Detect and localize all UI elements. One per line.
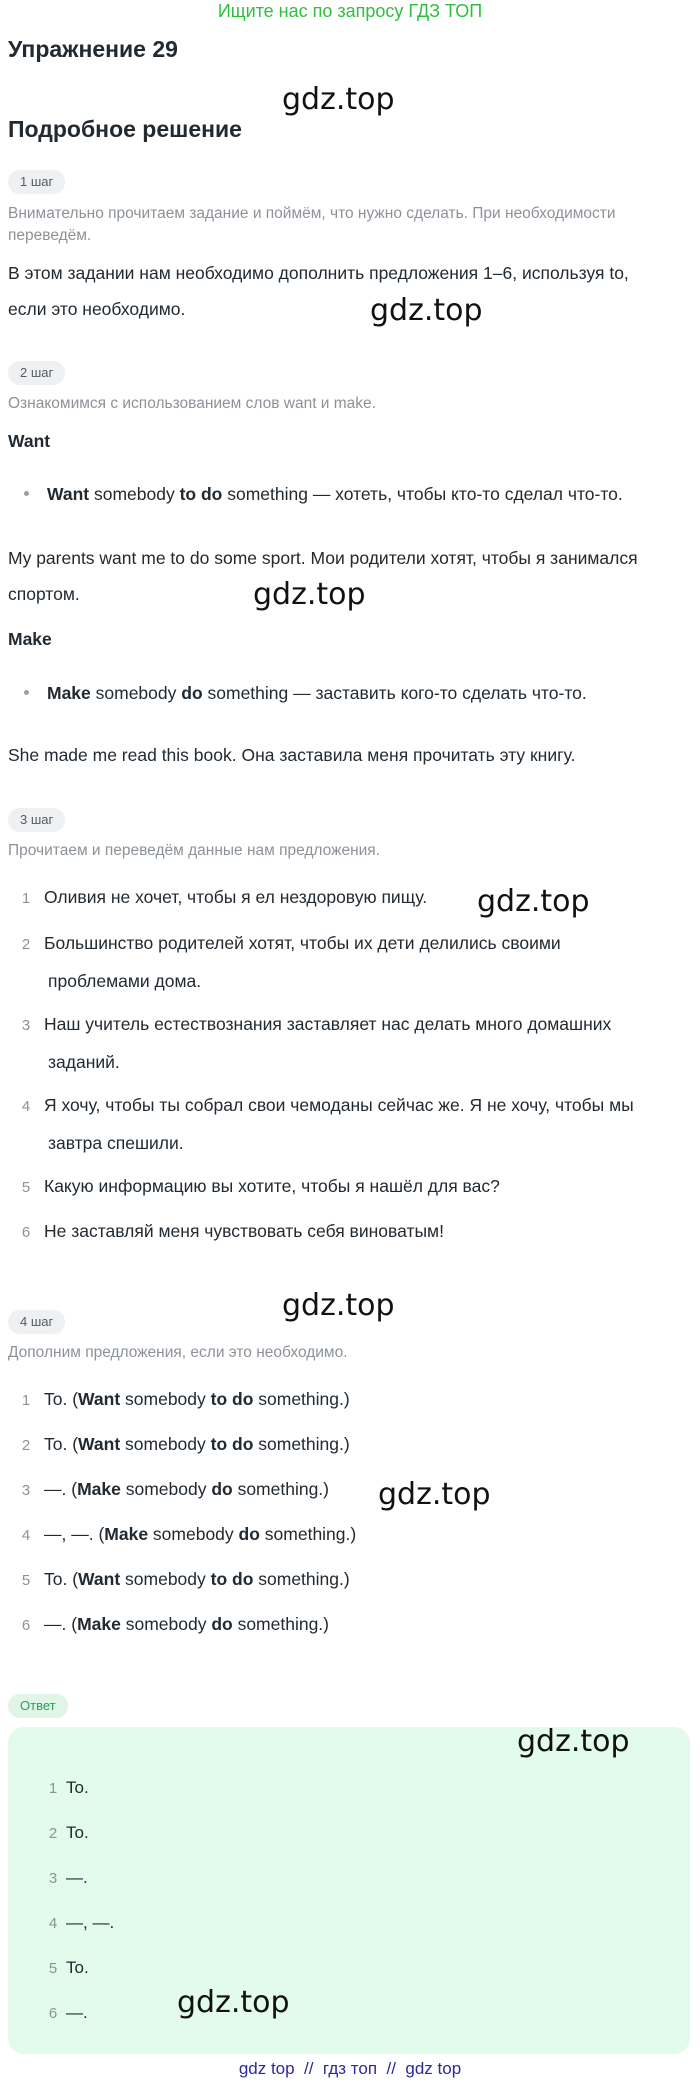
rule-keyword: to do bbox=[210, 1569, 254, 1589]
step-note: Ознакомимся с использованием слов want и make. bbox=[8, 395, 376, 412]
want-rule bbox=[24, 483, 623, 505]
watermark: gdz.top bbox=[378, 1477, 491, 1512]
step-badge: 4 шаг bbox=[8, 1310, 65, 1334]
list-item bbox=[8, 879, 427, 917]
step-note: Внимательно прочитаем задание и поймём, что нужно сделать. При необходимости bbox=[8, 205, 616, 222]
list-item bbox=[8, 1087, 634, 1161]
watermark: gdz.top bbox=[477, 884, 590, 919]
example-text: My parents want me to do some sport. Мои родители хотят, чтобы я занимался bbox=[8, 548, 638, 568]
rule-keyword: Want bbox=[78, 1569, 121, 1589]
rule-keyword: Make bbox=[47, 683, 91, 703]
example-text: She made me read this book. Она заставила меня прочитать эту книгу. bbox=[8, 745, 576, 765]
rule-keyword: Make bbox=[77, 1479, 121, 1499]
rule-keyword: to do bbox=[210, 1434, 254, 1454]
page-title: Упражнение 29 bbox=[8, 36, 178, 62]
rule-keyword: Make bbox=[104, 1524, 149, 1544]
watermark: gdz.top bbox=[370, 293, 483, 328]
make-heading: Make bbox=[8, 629, 52, 649]
list-item bbox=[8, 1213, 444, 1251]
list-item bbox=[8, 1516, 356, 1554]
watermark: gdz.top bbox=[282, 1288, 395, 1323]
rule-text: somebody bbox=[120, 1614, 212, 1634]
want-heading: Want bbox=[8, 431, 51, 451]
list-text: Наш учитель естествознания заставляет нас делать много домашних bbox=[44, 1014, 612, 1034]
watermark: gdz.top bbox=[253, 577, 366, 612]
answer-text: To. ( bbox=[44, 1389, 79, 1409]
rule-text: something.) bbox=[253, 1434, 350, 1454]
watermark: gdz.top bbox=[282, 82, 395, 117]
watermark: gdz.top bbox=[177, 1985, 290, 2020]
make-rule bbox=[24, 682, 587, 704]
rule-text: somebody bbox=[120, 1569, 211, 1589]
list-number: 2 bbox=[21, 936, 31, 953]
rule-text: something — хотеть, чтобы кто-то сделал что-то. bbox=[222, 484, 623, 504]
step-note: переведём. bbox=[8, 227, 92, 244]
list-item bbox=[8, 925, 561, 999]
list-number: 5 bbox=[21, 1572, 31, 1589]
answer-text: —. bbox=[66, 2003, 88, 2022]
rule-text: something.) bbox=[253, 1569, 350, 1589]
answer-item bbox=[40, 1822, 89, 1845]
bullet-icon bbox=[24, 690, 29, 695]
rule-keyword: do bbox=[211, 1479, 233, 1499]
answer-text: —. ( bbox=[44, 1479, 78, 1499]
rule-keyword: do bbox=[211, 1614, 233, 1634]
step-text: если это необходимо. bbox=[8, 299, 186, 319]
bullet-icon bbox=[24, 491, 29, 496]
rule-keyword: Want bbox=[78, 1434, 121, 1454]
rule-text: somebody bbox=[90, 683, 182, 703]
list-number: 1 bbox=[21, 1392, 31, 1409]
answer-item bbox=[40, 1957, 89, 1980]
rule-keyword: to do bbox=[179, 484, 223, 504]
list-item bbox=[8, 1006, 611, 1080]
answer-text: To. bbox=[66, 1958, 89, 1977]
step-note: Прочитаем и переведём данные нам предложения. bbox=[8, 842, 380, 859]
list-text: завтра спешили. bbox=[48, 1133, 184, 1153]
rule-text: somebody bbox=[89, 484, 180, 504]
answer-text: —. bbox=[66, 1868, 88, 1887]
list-number: 1 bbox=[21, 890, 31, 907]
answer-item bbox=[40, 2002, 88, 2025]
answer-item bbox=[40, 1912, 114, 1935]
list-text: Большинство родителей хотят, чтобы их дети делились своими bbox=[44, 933, 561, 953]
list-number: 4 bbox=[21, 1527, 31, 1544]
rule-keyword: do bbox=[181, 683, 203, 703]
answer-item bbox=[40, 1867, 88, 1890]
step-text: В этом задании нам необходимо дополнить предложения 1–6, используя to, bbox=[8, 263, 629, 283]
answer-text: To. bbox=[66, 1823, 89, 1842]
list-number: 5 bbox=[48, 1960, 58, 1977]
answer-text: To. bbox=[66, 1778, 89, 1797]
rule-text: something — заставить кого-то сделать что-то. bbox=[202, 683, 587, 703]
step-badge: 2 шаг bbox=[8, 361, 65, 385]
rule-text: something.) bbox=[232, 1614, 329, 1634]
list-item bbox=[8, 1561, 350, 1599]
answer-text: To. ( bbox=[44, 1434, 79, 1454]
answer-text: —, —. ( bbox=[44, 1524, 105, 1544]
list-text: проблемами дома. bbox=[48, 971, 202, 991]
rule-text: something.) bbox=[232, 1479, 329, 1499]
list-number: 3 bbox=[21, 1017, 31, 1034]
answer-text: —. ( bbox=[44, 1614, 78, 1634]
list-number: 4 bbox=[48, 1915, 58, 1932]
rule-text: somebody bbox=[148, 1524, 239, 1544]
section-title: Подробное решение bbox=[8, 116, 242, 142]
list-number: 5 bbox=[21, 1179, 31, 1196]
rule-keyword: Want bbox=[47, 484, 90, 504]
rule-text: somebody bbox=[120, 1434, 211, 1454]
promo-banner[interactable]: Ищите нас по запросу ГДЗ ТОП bbox=[217, 1, 483, 21]
answer-text: —, —. bbox=[66, 1913, 115, 1932]
rule-keyword: do bbox=[238, 1524, 260, 1544]
list-number: 6 bbox=[21, 1617, 31, 1634]
list-text: заданий. bbox=[48, 1052, 120, 1072]
list-text: Не заставляй меня чувствовать себя виноватым! bbox=[44, 1221, 444, 1241]
footer-links[interactable]: gdz top // гдз топ // gdz top bbox=[238, 2059, 462, 2078]
rule-keyword: Make bbox=[77, 1614, 121, 1634]
step-badge: 3 шаг bbox=[8, 808, 65, 832]
list-item bbox=[8, 1606, 329, 1644]
rule-keyword: to do bbox=[210, 1389, 254, 1409]
list-number: 2 bbox=[21, 1437, 31, 1454]
rule-text: somebody bbox=[120, 1389, 211, 1409]
rule-keyword: Want bbox=[78, 1389, 121, 1409]
list-item bbox=[8, 1426, 350, 1464]
list-item bbox=[8, 1168, 500, 1206]
example-text: спортом. bbox=[8, 584, 80, 604]
list-number: 6 bbox=[21, 1224, 31, 1241]
list-item bbox=[8, 1471, 329, 1509]
list-number: 4 bbox=[21, 1098, 31, 1115]
list-text: Какую информацию вы хотите, чтобы я нашёл для вас? bbox=[44, 1176, 500, 1196]
answer-box bbox=[8, 1727, 690, 2054]
answer-badge: Ответ bbox=[8, 1694, 68, 1718]
step-badge: 1 шаг bbox=[8, 170, 65, 194]
list-text: Оливия не хочет, чтобы я ел нездоровую пищу. bbox=[44, 887, 428, 907]
answer-text: To. ( bbox=[44, 1569, 79, 1589]
rule-text: somebody bbox=[120, 1479, 212, 1499]
rule-text: something.) bbox=[253, 1389, 350, 1409]
watermark: gdz.top bbox=[517, 1724, 630, 1759]
list-number: 3 bbox=[21, 1482, 31, 1499]
rule-text: something.) bbox=[259, 1524, 357, 1544]
answer-item bbox=[40, 1777, 89, 1800]
list-number: 2 bbox=[48, 1825, 58, 1842]
list-number: 1 bbox=[48, 1780, 58, 1797]
list-number: 3 bbox=[48, 1870, 58, 1887]
list-number: 6 bbox=[48, 2005, 58, 2022]
step-note: Дополним предложения, если это необходимо. bbox=[8, 1344, 348, 1361]
list-text: Я хочу, чтобы ты собрал свои чемоданы сейчас же. Я не хочу, чтобы мы bbox=[44, 1095, 634, 1115]
list-item bbox=[8, 1381, 350, 1419]
